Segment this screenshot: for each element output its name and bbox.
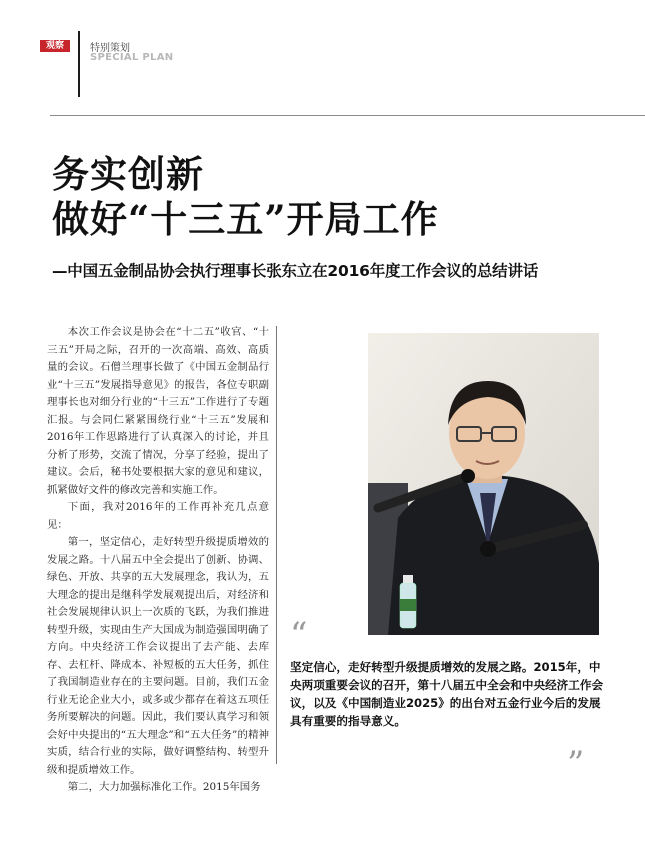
quote-close-icon: ”: [567, 744, 585, 784]
title-line-2: 做好“十三五”开局工作: [52, 197, 439, 241]
body-paragraph: 下面，我对2016年的工作再补充几点意见：: [47, 501, 269, 531]
body-paragraph: 本次工作会议是协会在“十二五”收官、“十三五”开局之际，召开的一次高端、高效、高质量的会议。石僧兰理事长做了《中国五金制品行业“十三五”发展指导意见》的报告，各位专职副理事长也对细分行业的“十三五”工作进行了专题汇报。与会同仁紧紧围绕行业“十三五”发展和2016年工作思路进行了认真深入的讨论，并且分析了形势，交流了情况，分享了经验，提出了建议。会后，秘书处要根据大家的意见和建议，抓紧做好文件的修改完善和实施工作。: [47, 326, 269, 496]
title-line-1: 务实创新: [52, 152, 204, 196]
section-name: 特别策划: [90, 43, 130, 54]
article-subtitle: —中国五金制品协会执行理事长张东立在2016年度工作会议的总结讲话: [52, 262, 539, 280]
speaker-photo-illustration: [368, 333, 599, 635]
article-title: [52, 152, 612, 242]
body-paragraph: 第一，坚定信心，走好转型升级提质增效的发展之路。十八届五中全会提出了创新、协调、绿色、开放、共享的五大发展理念，我认为，五大理念的提出是继科学发展观提出后，对经济和社会发展规律认识上一次质的飞跃，为我们推进转型升级，实现由生产大国成为制造强国明确了方向。中央经济工作会议提出了去产能、去库存、去杠杆、降成本、补短板的五大任务，抓住了我国制造业存在的主要问题。目前，我们五金行业无论企业大小，或多或少都存在着这五项任务所要解决的问题。因此，我们要认真学习和领会好中央提出的“五大理念”和“五大任务”的精神实质，结合行业的实际，做好调整结构、转型升级和提质增效工作。: [47, 536, 269, 776]
quote-open-icon: “: [290, 615, 308, 655]
body-paragraph: 第二，大力加强标准化工作。2015年国务: [67, 781, 261, 793]
column-tag: 观察: [40, 40, 70, 52]
body-column: [47, 324, 269, 797]
column-divider: [276, 326, 277, 764]
header-vertical-rule: [78, 31, 80, 97]
section-name-english: SPECIAL PLAN: [90, 52, 174, 63]
header-horizontal-rule: [50, 115, 645, 116]
pull-quote: 坚定信心，走好转型升级提质增效的发展之路。2015年，中央两项重要会议的召开，第十八届五中全会和中央经济工作会议，以及《中国制造业2025》的出台对五金行业今后的发展具有重要的指导意义。: [290, 660, 604, 728]
speaker-photo: [368, 333, 599, 635]
